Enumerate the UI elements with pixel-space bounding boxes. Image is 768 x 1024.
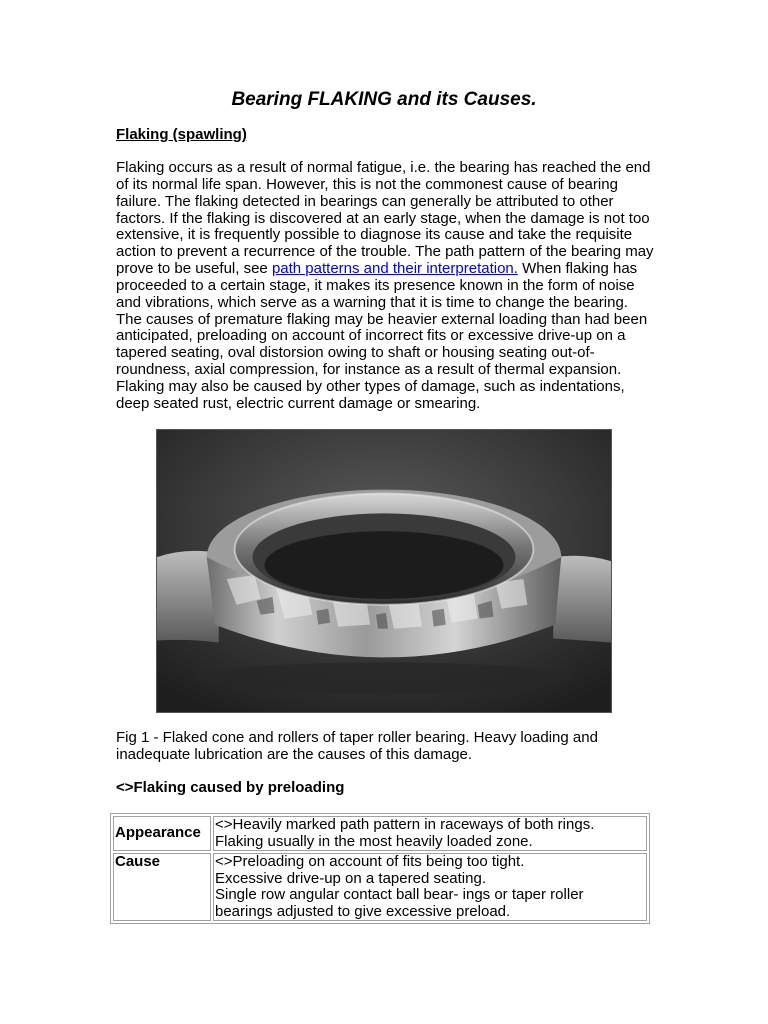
sub-heading-preloading: <>Flaking caused by preloading — [116, 779, 345, 796]
table-row-appearance — [113, 816, 647, 851]
appearance-line: <>Heavily marked path pattern in raceways of both rings. — [215, 816, 595, 833]
appearance-line: Flaking usually in the most heavily loaded zone. — [215, 832, 533, 850]
path-patterns-link[interactable]: path patterns and their interpretation. — [271, 260, 518, 278]
figure-caption: Fig 1 - Flaked cone and rollers of taper roller bearing. Heavy loading and inadequate lubrication are the causes of this damage. — [116, 729, 598, 763]
page-title: Bearing FLAKING and its Causes. — [231, 89, 537, 110]
preloading-table — [110, 813, 650, 924]
appearance-label: Appearance — [113, 816, 211, 851]
cause-line: <>Preloading on account of fits being too tight. — [215, 853, 525, 870]
cause-line: Single row angular contact ball bear- ings or taper roller — [215, 886, 584, 903]
section-heading-flaking: Flaking (spawling) — [116, 126, 247, 143]
bearing-photo-illustration — [157, 430, 611, 712]
cause-label: Cause — [113, 853, 211, 921]
cause-description — [213, 853, 647, 921]
cause-line: Excessive drive-up on a tapered seating. — [215, 869, 486, 887]
table-row-cause — [113, 853, 647, 921]
body-paragraph — [116, 160, 656, 413]
paragraph-text-start: Flaking occurs as a result of normal fatigue, i.e. the bearing has reached the end of its normal life span. However, this is not the commonest cause of bearing failure. The flaking detected in bearings can generally be attributed to other factors. If the flaking is discovered at an early stage, when the damage is not too extensive, it is frequently possible to diagnose its cause and take the requisite action to prevent a recurrence of the trouble. The path pattern of the bearing may prove to be useful, see — [116, 159, 654, 278]
paragraph-text-end: When flaking has proceeded to a certain stage, it makes its presence known in the form of noise and vibrations, which serve as a warning that it is time to change the bearing. The causes of premature flaking may be heavier external loading than had been anticipated, preloading on account of incorrect fits or excessive drive-up on a tapered seating, oval distorsion owing to shaft or housing seating out-of-roundness, axial compression, for instance as a result of thermal expansion. Flaking may also be caused by other types of damage, such as indentations, deep seated rust, electric current damage or smearing. — [116, 260, 648, 412]
cause-line: bearings adjusted to give excessive preload. — [215, 902, 511, 920]
appearance-description — [213, 816, 647, 851]
bearing-photo — [156, 429, 612, 713]
